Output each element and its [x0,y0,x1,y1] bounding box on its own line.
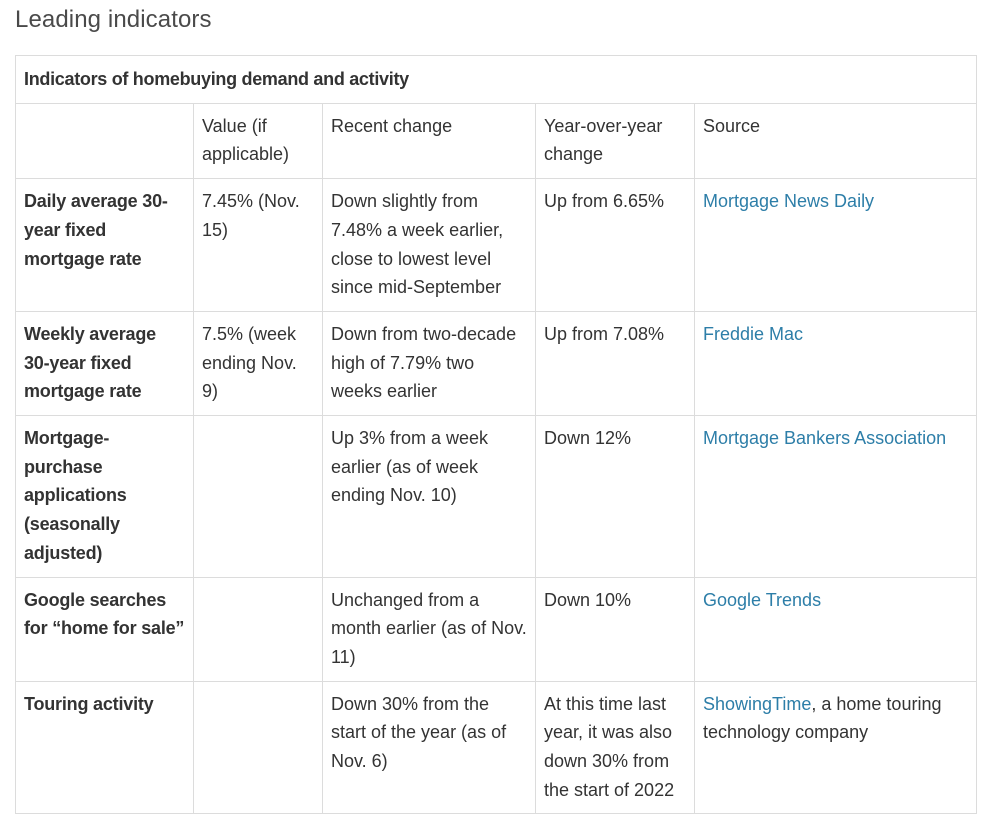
row-label: Weekly average 30-year fixed mortgage rate [16,311,194,415]
value-cell [194,681,323,814]
value-cell: 7.5% (week ending Nov. 9) [194,311,323,415]
source-cell [695,311,977,415]
header-source: Source [695,103,977,178]
header-recent-change: Recent change [323,103,536,178]
table-row [16,681,977,814]
source-cell [695,416,977,578]
caption-row [16,56,977,104]
row-label: Mortgage-purchase applications (seasonally adjusted) [16,416,194,578]
source-cell [695,681,977,814]
yoy-change-cell: Down 10% [536,577,695,681]
header-row [16,103,977,178]
section-heading: Leading indicators [15,6,212,33]
value-cell [194,416,323,578]
row-label: Daily average 30-year fixed mortgage rate [16,179,194,312]
value-cell [194,577,323,681]
source-link-mortgage-news-daily[interactable]: Mortgage News Daily [703,191,875,212]
yoy-change-cell: At this time last year, it was also down 30% from the start of 2022 [536,681,695,814]
indicators-table [15,55,977,814]
yoy-change-cell: Up from 6.65% [536,179,695,312]
header-empty [16,103,194,178]
source-link-showingtime[interactable]: ShowingTime [703,693,812,714]
recent-change-cell: Up 3% from a week earlier (as of week ending Nov. 10) [323,416,536,578]
recent-change-cell: Down from two-decade high of 7.79% two weeks earlier [323,311,536,415]
header-yoy-change: Year-over-year change [536,103,695,178]
source-link-google-trends[interactable]: Google Trends [703,589,822,610]
yoy-change-cell: Down 12% [536,416,695,578]
table-row [16,311,977,415]
table-row [16,416,977,578]
table-row [16,179,977,312]
recent-change-cell: Down 30% from the start of the year (as of Nov. 6) [323,681,536,814]
header-value: Value (if applicable) [194,103,323,178]
value-cell: 7.45% (Nov. 15) [194,179,323,312]
row-label: Google searches for “home for sale” [16,577,194,681]
yoy-change-cell: Up from 7.08% [536,311,695,415]
table-caption: Indicators of homebuying demand and activity [16,56,977,104]
row-label: Touring activity [16,681,194,814]
recent-change-cell: Unchanged from a month earlier (as of Nov. 11) [323,577,536,681]
source-link-mortgage-bankers-association[interactable]: Mortgage Bankers Association [703,428,947,449]
source-link-freddie-mac[interactable]: Freddie Mac [703,323,804,344]
table-row [16,577,977,681]
source-suffix: , a home touring technology company [703,693,942,743]
source-cell [695,179,977,312]
recent-change-cell: Down slightly from 7.48% a week earlier, close to lowest level since mid-September [323,179,536,312]
source-cell [695,577,977,681]
